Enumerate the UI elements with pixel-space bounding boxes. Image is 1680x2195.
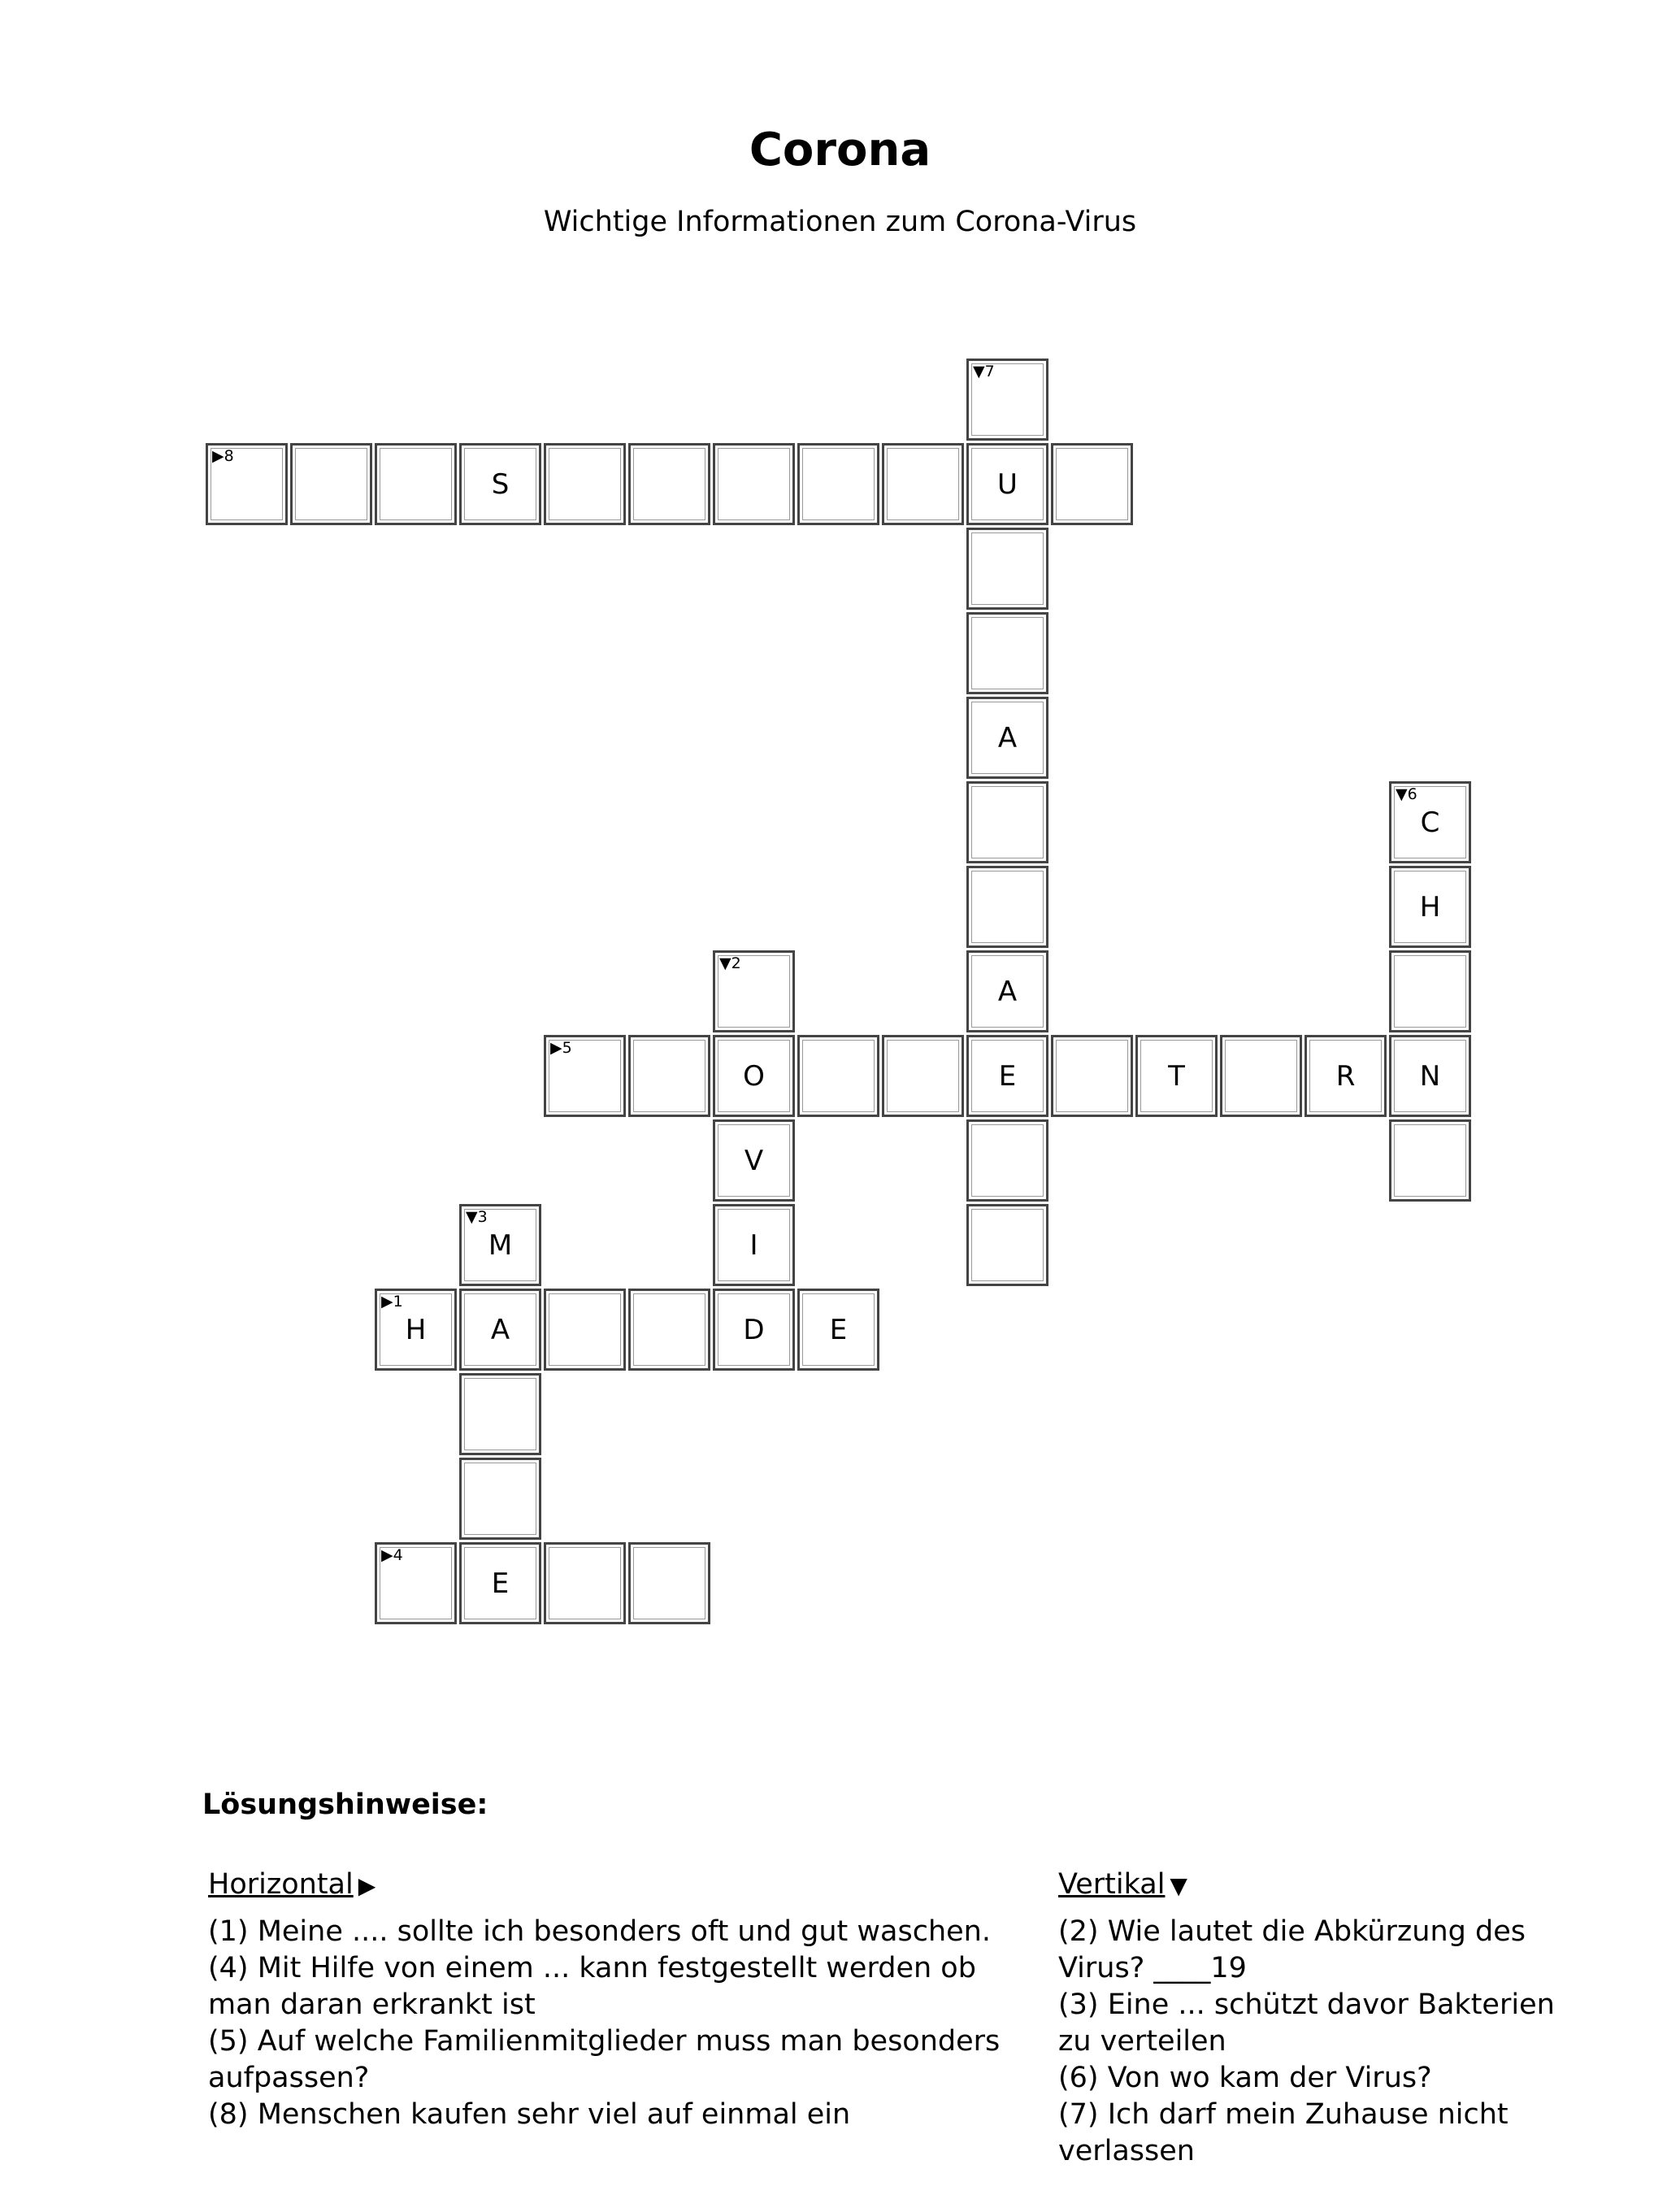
crossword-cell[interactable]: [966, 950, 1048, 1032]
crossword-cell[interactable]: [1389, 781, 1471, 863]
crossword-cell[interactable]: [966, 1204, 1048, 1286]
crossword-cell[interactable]: [1389, 1119, 1471, 1202]
clue-vertical-7: (7) Ich darf mein Zuhause nicht verlassen: [1058, 2098, 1509, 2167]
hints-title: Lösungshinweise:: [202, 1789, 488, 1821]
crossword-cell[interactable]: [459, 1542, 541, 1624]
crossword-cell[interactable]: [713, 950, 795, 1032]
clue-horizontal-5: (5) Auf welche Familienmitglieder muss man besonders aufpassen?: [208, 2025, 1001, 2094]
crossword-cell[interactable]: [966, 528, 1048, 610]
cell-letter: A: [997, 721, 1018, 754]
clue-horizontal-1: (1) Meine .... sollte ich besonders oft und gut waschen.: [208, 1915, 991, 1948]
crossword-cell[interactable]: [797, 1289, 879, 1371]
cell-letter: T: [1168, 1059, 1185, 1093]
cell-letter: C: [1420, 806, 1440, 839]
crossword-cell[interactable]: [628, 1035, 710, 1117]
crossword-cell[interactable]: [375, 1289, 457, 1371]
crossword-cell[interactable]: [1135, 1035, 1218, 1117]
clue-number: ▶1: [381, 1293, 403, 1310]
crossword-cell[interactable]: [966, 866, 1048, 948]
crossword-cell[interactable]: [713, 443, 795, 525]
crossword-cell[interactable]: [1389, 866, 1471, 948]
cell-letter: H: [1419, 890, 1441, 924]
clue-vertical-2: (2) Wie lautet die Abkürzung des Virus? ____19: [1058, 1915, 1526, 1984]
cell-letter: A: [490, 1313, 510, 1346]
crossword-cell[interactable]: [290, 443, 372, 525]
crossword-cell[interactable]: [544, 1035, 626, 1117]
cell-letter: V: [744, 1144, 764, 1177]
cell-letter: E: [998, 1059, 1017, 1093]
arrow-right-icon: ▶: [358, 1872, 376, 1899]
crossword-cell[interactable]: [1051, 443, 1133, 525]
cell-letter: A: [997, 975, 1018, 1008]
crossword-cell[interactable]: [966, 1035, 1048, 1117]
clue-number: ▼2: [719, 954, 741, 972]
crossword-cell[interactable]: [1389, 950, 1471, 1032]
page-title: Corona: [749, 124, 931, 176]
clue-vertical-3: (3) Eine ... schützt davor Bakterien zu verteilen: [1058, 1989, 1555, 2058]
crossword-cell[interactable]: [375, 1542, 457, 1624]
cell-letter: D: [743, 1313, 765, 1346]
crossword-cell[interactable]: [206, 443, 288, 525]
cell-letter: O: [743, 1059, 765, 1093]
crossword-cell[interactable]: [713, 1289, 795, 1371]
crossword-cell[interactable]: [966, 781, 1048, 863]
clue-vertical-6: (6) Von wo kam der Virus?: [1058, 2062, 1432, 2094]
crossword-cell[interactable]: [713, 1035, 795, 1117]
clue-number: ▶8: [212, 447, 234, 465]
crossword-cell[interactable]: [459, 1289, 541, 1371]
crossword-cell[interactable]: [544, 1542, 626, 1624]
cell-letter: U: [997, 467, 1018, 501]
cell-letter: R: [1335, 1059, 1356, 1093]
crossword-cell[interactable]: [966, 612, 1048, 694]
crossword-cell[interactable]: [459, 443, 541, 525]
crossword-cell[interactable]: [882, 443, 964, 525]
crossword-cell[interactable]: [713, 1204, 795, 1286]
crossword-cell[interactable]: [797, 443, 879, 525]
crossword-cell[interactable]: [797, 1035, 879, 1117]
cell-letter: E: [491, 1567, 510, 1600]
crossword-cell[interactable]: [882, 1035, 964, 1117]
crossword-cell[interactable]: [1220, 1035, 1302, 1117]
horizontal-clues: [208, 1867, 1045, 2133]
clue-number: ▶5: [550, 1039, 572, 1057]
vertical-heading: Vertikal ▼: [1058, 1867, 1578, 1904]
clue-number: ▼6: [1396, 785, 1417, 803]
page-subtitle: Wichtige Informationen zum Corona-Virus: [543, 206, 1137, 238]
cell-letter: E: [829, 1313, 848, 1346]
crossword-cell[interactable]: [459, 1458, 541, 1540]
crossword-cell[interactable]: [375, 443, 457, 525]
clue-horizontal-8: (8) Menschen kaufen sehr viel auf einmal ein: [208, 2098, 851, 2131]
horizontal-heading: Horizontal ▶: [208, 1867, 1045, 1904]
crossword-cell[interactable]: [628, 1542, 710, 1624]
crossword-cell[interactable]: [1304, 1035, 1387, 1117]
crossword-cell[interactable]: [966, 697, 1048, 779]
crossword-cell[interactable]: [544, 1289, 626, 1371]
clue-number: ▼3: [466, 1208, 488, 1226]
crossword-cell[interactable]: [628, 1289, 710, 1371]
crossword-cell[interactable]: [459, 1373, 541, 1455]
vertical-clues: [1058, 1867, 1578, 2170]
cell-letter: N: [1419, 1059, 1441, 1093]
crossword-cell[interactable]: [713, 1119, 795, 1202]
crossword-cell[interactable]: [966, 1119, 1048, 1202]
clue-horizontal-4: (4) Mit Hilfe von einem ... kann festgestellt werden ob man daran erkrankt ist: [208, 1952, 976, 2021]
cell-letter: H: [405, 1313, 427, 1346]
crossword-cell[interactable]: [459, 1204, 541, 1286]
cell-letter: S: [491, 467, 510, 501]
crossword-cell[interactable]: [1389, 1035, 1471, 1117]
clue-number: ▶4: [381, 1546, 403, 1564]
cell-letter: M: [488, 1228, 513, 1262]
crossword-cell[interactable]: [544, 443, 626, 525]
cell-letter: I: [749, 1228, 758, 1262]
crossword-cell[interactable]: [966, 359, 1048, 441]
crossword-cell[interactable]: [1051, 1035, 1133, 1117]
crossword-cell[interactable]: [966, 443, 1048, 525]
crossword-cell[interactable]: [628, 443, 710, 525]
arrow-down-icon: ▼: [1170, 1872, 1187, 1899]
clue-number: ▼7: [973, 363, 995, 380]
